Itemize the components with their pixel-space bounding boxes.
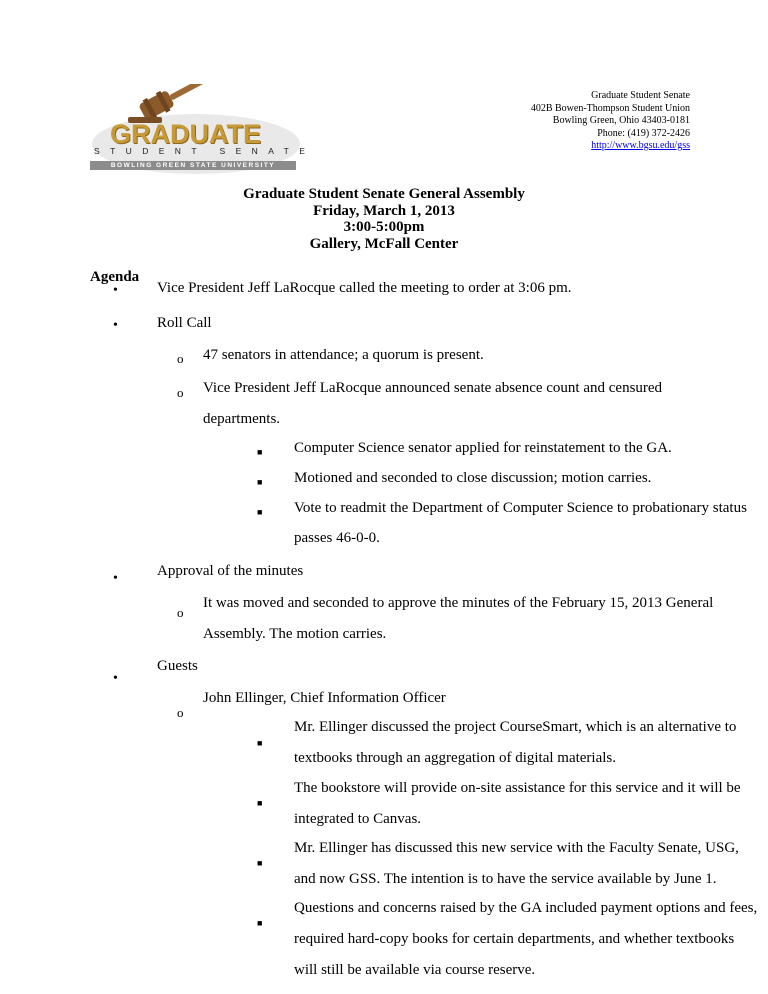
title-line-2: Friday, March 1, 2013 bbox=[313, 202, 455, 219]
bullet-circle: o bbox=[177, 705, 184, 720]
logo-university: BOWLING GREEN STATE UNIVERSITY bbox=[110, 162, 276, 169]
item-concerns-line1: Questions and concerns raised by the GA included payment options and fees, bbox=[294, 900, 758, 916]
bullet-circle: o bbox=[177, 351, 184, 366]
item-absence-line2: departments. bbox=[203, 411, 281, 427]
item-vote-line2: passes 46-0-0. bbox=[294, 530, 380, 546]
bullet-disc: • bbox=[113, 571, 118, 586]
bullet-circle: o bbox=[177, 605, 184, 620]
bullet-disc: • bbox=[113, 318, 118, 333]
item-minutes-line1: It was moved and seconded to approve the minutes of the February 15, 2013 General bbox=[203, 595, 714, 611]
title-line-4: Gallery, McFall Center bbox=[309, 235, 459, 252]
item-roll-call: Roll Call bbox=[157, 315, 212, 331]
item-approval: Approval of the minutes bbox=[157, 563, 304, 579]
item-motioned: Motioned and seconded to close discussion; motion carries. bbox=[294, 470, 652, 486]
item-coursesmart-line2: textbooks through an aggregation of digital materials. bbox=[294, 750, 617, 766]
document-title bbox=[0, 186, 768, 252]
bullet-square: ■ bbox=[257, 447, 263, 457]
item-absence-line1: Vice President Jeff LaRocque announced senate absence count and censured bbox=[203, 380, 663, 396]
bullet-square: ■ bbox=[257, 477, 263, 487]
gss-logo bbox=[90, 84, 316, 176]
contact-address-line1: 402B Bowen-Thompson Student Union bbox=[530, 102, 690, 114]
item-vote-line1: Vote to readmit the Department of Computer Science to probationary status bbox=[294, 500, 747, 516]
item-cs-applied: Computer Science senator applied for reinstatement to the GA. bbox=[294, 440, 672, 456]
bullet-disc: • bbox=[113, 671, 118, 686]
agenda-heading: Agenda bbox=[90, 269, 140, 285]
contact-address-line2: Bowling Green, Ohio 43403-0181 bbox=[552, 115, 690, 126]
contact-org: Graduate Student Senate bbox=[591, 90, 690, 101]
bullet-square: ■ bbox=[257, 738, 263, 748]
bullet-square: ■ bbox=[257, 798, 263, 808]
bullet-square: ■ bbox=[257, 507, 263, 517]
item-call-to-order: Vice President Jeff LaRocque called the meeting to order at 3:06 pm. bbox=[157, 280, 572, 296]
item-concerns-line3: will still be available via course reserve. bbox=[294, 962, 536, 978]
item-concerns-line2: required hard-copy books for certain departments, and whether textbooks bbox=[294, 931, 735, 947]
logo-wordmark: GRADUATE bbox=[110, 119, 261, 149]
contact-website-link[interactable]: http://www.bgsu.edu/gss bbox=[591, 140, 690, 151]
logo-subtitle: STUDENT SENATE bbox=[94, 146, 316, 156]
bullet-disc: • bbox=[113, 283, 118, 298]
title-line-3: 3:00-5:00pm bbox=[343, 219, 425, 235]
bullet-square: ■ bbox=[257, 858, 263, 868]
item-coursesmart-line1: Mr. Ellinger discussed the project CourseSmart, which is an alternative to bbox=[294, 719, 737, 735]
bullet-circle: o bbox=[177, 385, 184, 400]
item-ellinger: John Ellinger, Chief Information Officer bbox=[203, 690, 446, 706]
title-line-1: Graduate Student Senate General Assembly bbox=[243, 186, 525, 202]
contact-block bbox=[531, 90, 690, 153]
item-faculty-senate-line1: Mr. Ellinger has discussed this new service with the Faculty Senate, USG, bbox=[294, 840, 739, 856]
item-faculty-senate-line2: and now GSS. The intention is to have the service available by June 1. bbox=[294, 871, 717, 887]
item-minutes-line2: Assembly. The motion carries. bbox=[203, 626, 387, 642]
item-senators: 47 senators in attendance; a quorum is present. bbox=[203, 347, 484, 363]
item-guests: Guests bbox=[157, 658, 198, 674]
bullet-square: ■ bbox=[257, 918, 263, 928]
item-bookstore-line1: The bookstore will provide on-site assistance for this service and it will be bbox=[294, 780, 741, 796]
contact-phone: Phone: (419) 372-2426 bbox=[597, 127, 690, 139]
item-bookstore-line2: integrated to Canvas. bbox=[294, 811, 422, 827]
